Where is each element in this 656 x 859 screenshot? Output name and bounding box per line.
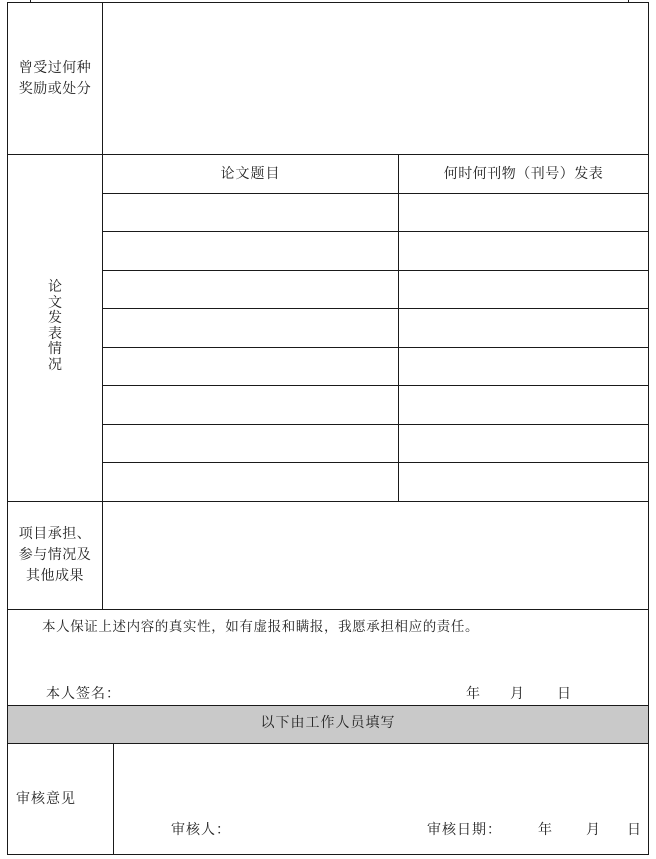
staff-section-header: 以下由工作人员填写	[260, 715, 396, 731]
paper-title-cell[interactable]	[103, 194, 398, 231]
signature-label: 本人签名：	[46, 686, 121, 702]
paper-title-cell[interactable]	[103, 463, 398, 501]
review-opinion-label: 审核意见	[16, 791, 76, 807]
papers-label: 论 文 发 表 情 况	[48, 279, 62, 373]
column-header-paper-title: 论文题目	[220, 166, 281, 182]
row-line-bottom	[7, 854, 649, 855]
outer-right-border	[648, 2, 649, 855]
pledge-month-label: 月	[510, 686, 525, 702]
signature-field[interactable]	[125, 682, 425, 704]
pledge-day-label: 日	[557, 686, 572, 702]
paper-journal-cell[interactable]	[399, 425, 648, 462]
paper-journal-cell[interactable]	[399, 348, 648, 385]
paper-title-cell[interactable]	[103, 309, 398, 347]
awards-label: 曾受过何种 奖励或处分	[18, 60, 92, 97]
reviewer-label: 审核人：	[171, 822, 231, 838]
paper-journal-cell[interactable]	[399, 232, 648, 270]
review-year-label: 年	[538, 822, 553, 838]
row-line-awards-bottom	[7, 154, 649, 155]
paper-journal-cell[interactable]	[399, 309, 648, 347]
column-header-journal: 何时何刊物（刊号）发表	[443, 166, 604, 182]
projects-input-area[interactable]	[103, 502, 648, 609]
paper-title-cell[interactable]	[103, 232, 398, 270]
paper-title-cell[interactable]	[103, 386, 398, 424]
review-day-label: 日	[627, 822, 642, 838]
paper-journal-cell[interactable]	[399, 271, 648, 308]
paper-title-cell[interactable]	[103, 348, 398, 385]
row-line-projects-bottom	[7, 609, 649, 610]
review-month-label: 月	[586, 822, 601, 838]
review-date-label: 审核日期：	[427, 822, 502, 838]
pledge-statement: 本人保证上述内容的真实性，如有虚报和瞒报，我愿承担相应的责任。	[42, 619, 480, 635]
review-opinion-input-area[interactable]	[114, 744, 648, 814]
awards-input-area[interactable]	[103, 3, 648, 154]
pledge-year-label: 年	[466, 686, 481, 702]
paper-journal-cell[interactable]	[399, 386, 648, 424]
paper-journal-cell[interactable]	[399, 194, 648, 231]
projects-label: 项目承担、 参与情况及 其他成果	[18, 526, 92, 584]
paper-journal-cell[interactable]	[399, 463, 648, 501]
paper-title-cell[interactable]	[103, 271, 398, 308]
paper-title-cell[interactable]	[103, 425, 398, 462]
